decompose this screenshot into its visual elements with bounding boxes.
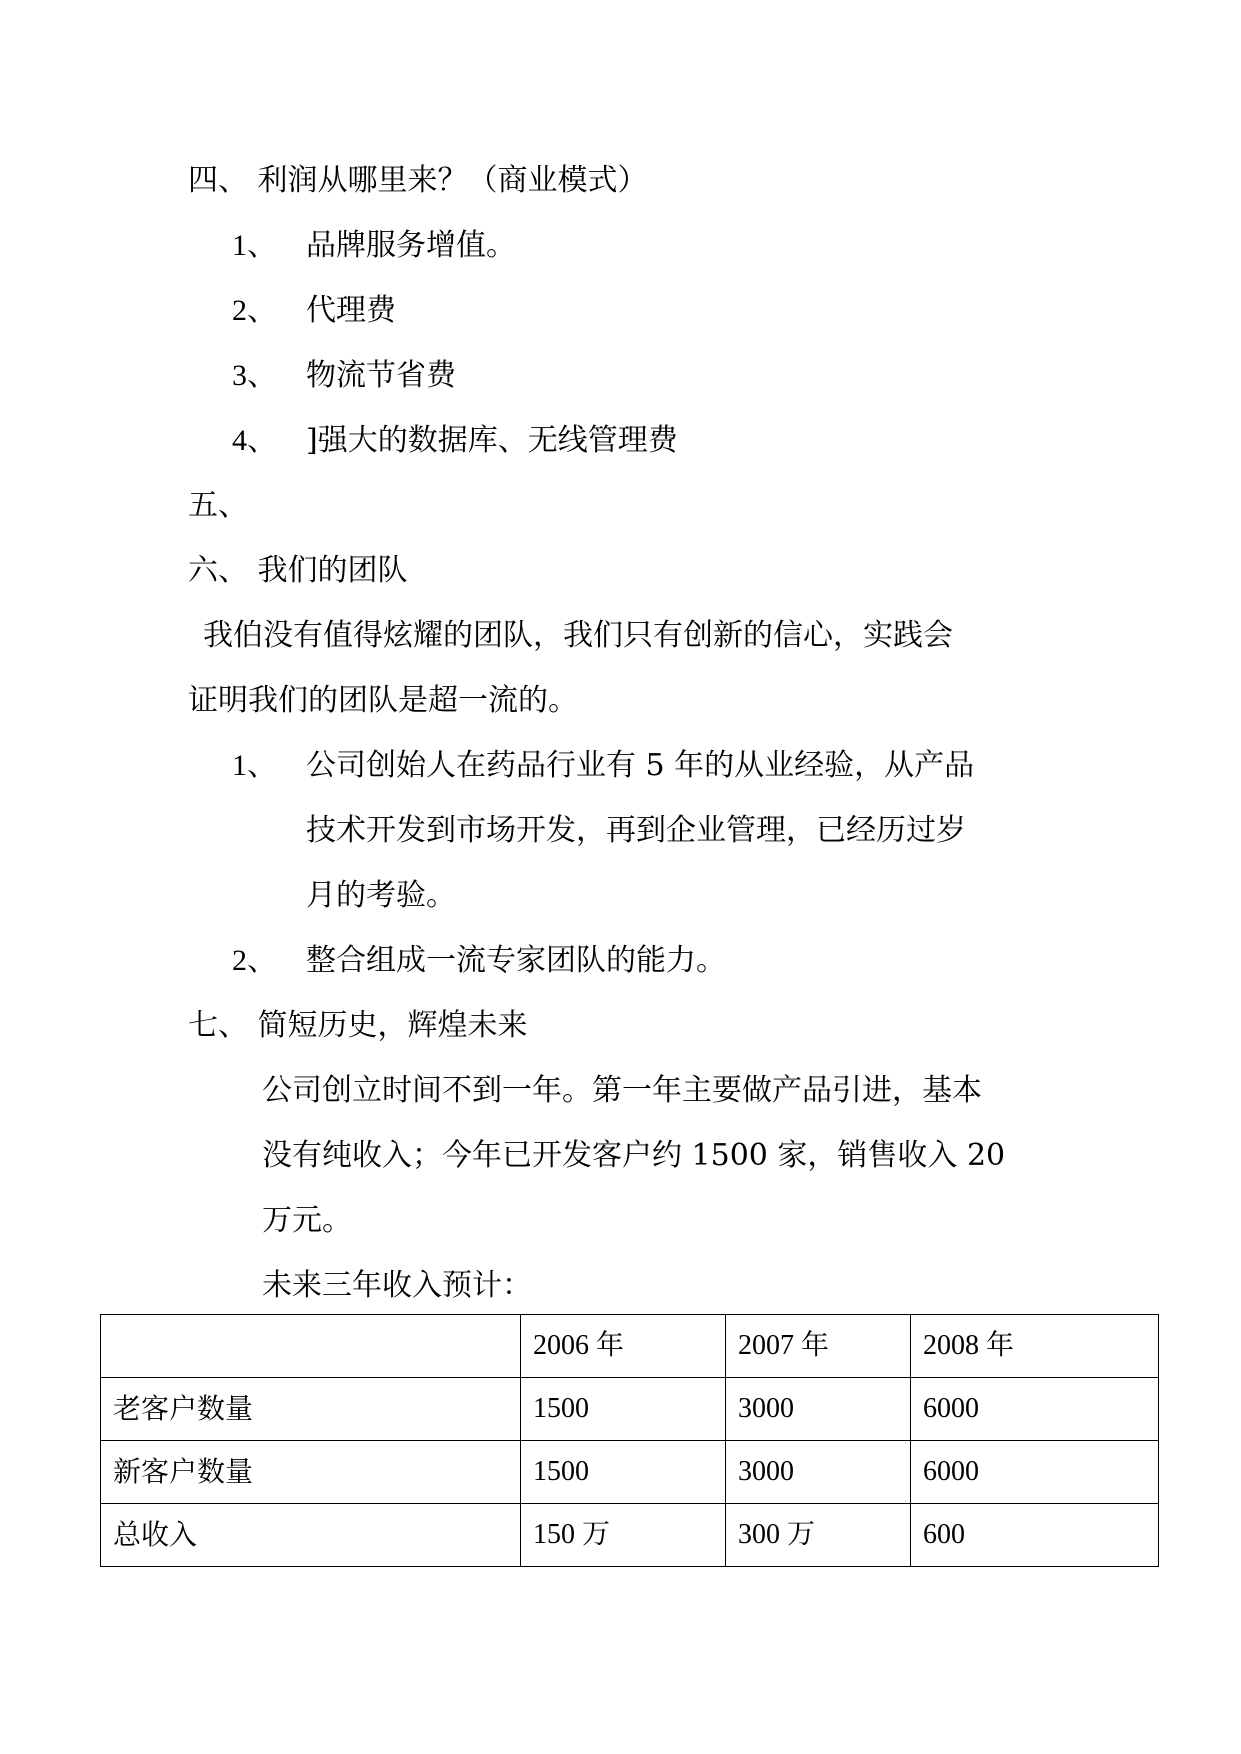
table-header-cell: 2008 年: [911, 1315, 1159, 1378]
table-header-cell: [101, 1315, 521, 1378]
table-cell: 1500: [521, 1441, 726, 1504]
list-item-number: 2、: [232, 294, 277, 327]
table-cell: 3000: [726, 1378, 911, 1441]
table-cell: 6000: [911, 1378, 1159, 1441]
paragraph-line: 万元。: [262, 1203, 352, 1238]
table-cell: 新客户数量: [101, 1441, 521, 1504]
section-5-heading: 五、: [188, 488, 248, 523]
table-row: [101, 1441, 1159, 1504]
list-item-text: 公司创始人在药品行业有 5 年的从业经验，从产品: [306, 748, 975, 783]
list-item-text: 技术开发到市场开发，再到企业管理，已经历过岁: [306, 813, 966, 848]
table-header-row: [101, 1315, 1159, 1378]
table-cell: 1500: [521, 1378, 726, 1441]
paragraph-line: 公司创立时间不到一年。第一年主要做产品引进，基本: [262, 1073, 982, 1108]
table-header-cell: 2007 年: [726, 1315, 911, 1378]
paragraph-line: 证明我们的团队是超一流的。: [188, 683, 578, 718]
list-item-text: ]强大的数据库、无线管理费: [306, 423, 678, 458]
paragraph-line: 我伯没有值得炫耀的团队，我们只有创新的信心，实践会: [203, 618, 953, 653]
list-item-text: 代理费: [306, 293, 396, 328]
table-cell: 300 万: [726, 1504, 911, 1567]
list-item-number: 4、: [232, 424, 277, 457]
list-item-text: 品牌服务增值。: [306, 228, 516, 263]
table-row: [101, 1378, 1159, 1441]
list-item-number: 1、: [232, 749, 277, 782]
list-item-number: 3、: [232, 359, 277, 392]
table-cell: 3000: [726, 1441, 911, 1504]
list-item-number: 2、: [232, 944, 277, 977]
table-cell: 老客户数量: [101, 1378, 521, 1441]
table-cell: 600: [911, 1504, 1159, 1567]
list-item-number: 1、: [232, 229, 277, 262]
table-cell: 150 万: [521, 1504, 726, 1567]
list-item-text: 物流节省费: [306, 358, 456, 393]
paragraph-line: 没有纯收入；今年已开发客户约 1500 家，销售收入 20: [262, 1138, 1006, 1173]
list-item-text: 月的考验。: [306, 878, 456, 913]
table-cell: 总收入: [101, 1504, 521, 1567]
revenue-forecast-table: [100, 1314, 1159, 1567]
table-header-cell: 2006 年: [521, 1315, 726, 1378]
list-item-text: 整合组成一流专家团队的能力。: [306, 943, 726, 978]
table-row: [101, 1504, 1159, 1567]
section-4-heading: 四、 利润从哪里来？（商业模式）: [188, 163, 648, 198]
section-6-heading: 六、 我们的团队: [188, 553, 408, 588]
section-7-heading: 七、 简短历史，辉煌未来: [188, 1008, 528, 1043]
table-cell: 6000: [911, 1441, 1159, 1504]
forecast-label: 未来三年收入预计：: [262, 1268, 532, 1303]
